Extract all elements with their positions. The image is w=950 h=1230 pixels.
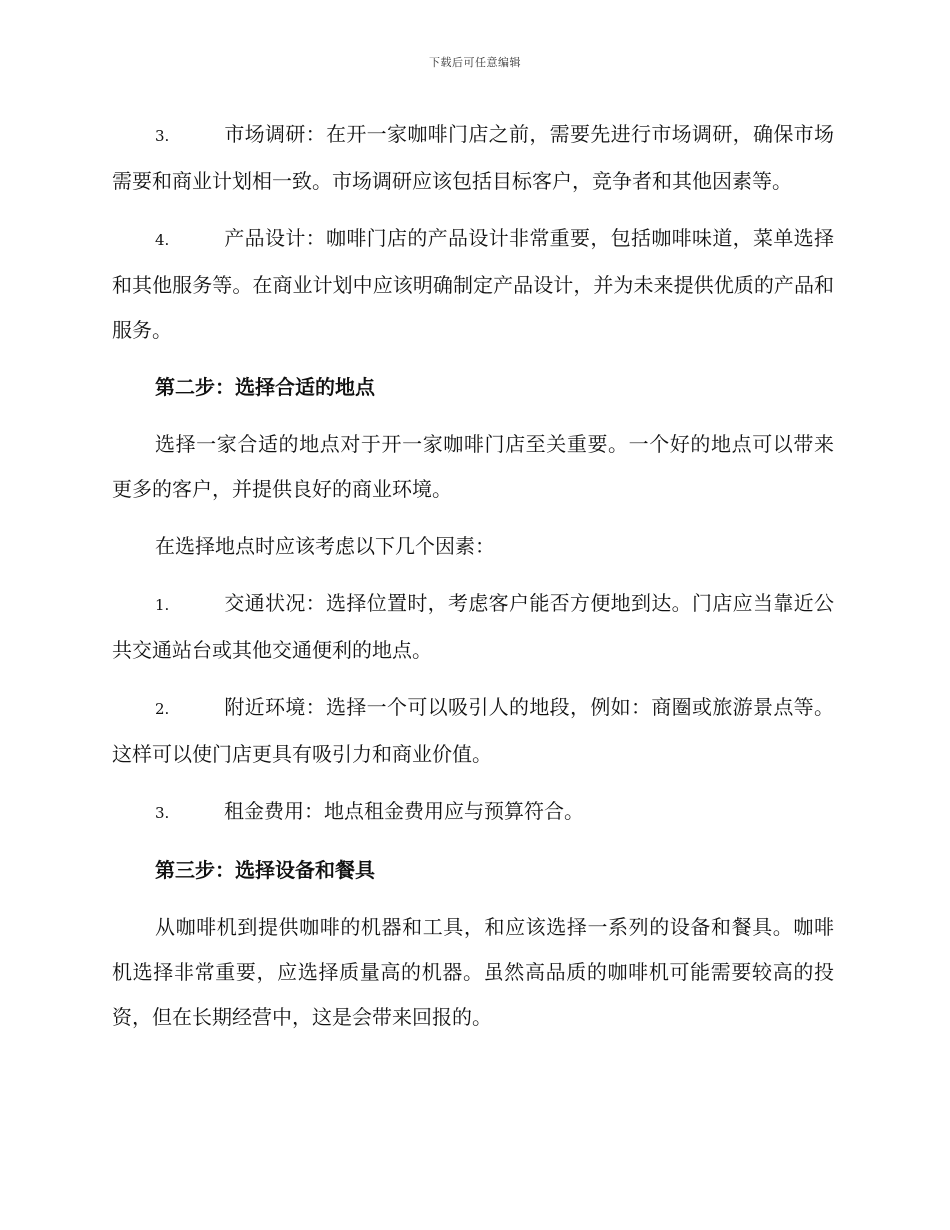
list-number: 3. — [155, 127, 170, 145]
list-item-traffic — [112, 581, 834, 673]
paragraph-factors: 在选择地点时应该考虑以下几个因素： — [155, 534, 495, 558]
list-item-rent — [112, 789, 834, 836]
list-text: 租金费用：地点租金费用应与预算符合。 — [224, 799, 584, 823]
list-number: 1. — [155, 596, 170, 614]
section-heading-step3: 第三步：选择设备和餐具 — [155, 858, 375, 882]
list-text: 市场调研：在开一家咖啡门店之前，需要先进行市场调研，确保市场需要和商业计划相一致。市场调研应该包括目标客户，竞争者和其他因素等。 — [112, 122, 834, 193]
list-text: 交通状况：选择位置时，考虑客户能否方便地到达。门店应当靠近公共交通站台或其他交通便利的地点。 — [112, 591, 834, 662]
paragraph-location: 选择一家合适的地点对于开一家咖啡门店至关重要。一个好的地点可以带来更多的客户，并提供良好的商业环境。 — [112, 432, 834, 501]
list-number: 2. — [155, 700, 170, 718]
list-text: 产品设计：咖啡门店的产品设计非常重要，包括咖啡味道，菜单选择和其他服务等。在商业计划中应该明确制定产品设计，并为未来提供优质的产品和服务。 — [112, 226, 834, 342]
list-text: 附近环境：选择一个可以吸引人的地段，例如：商圈或旅游景点等。这样可以使门店更具有吸引力和商业价值。 — [112, 695, 834, 766]
list-item-environment — [112, 685, 834, 777]
list-item-market-research — [112, 112, 834, 204]
section-heading-step2: 第二步：选择合适的地点 — [155, 375, 375, 399]
list-item-product-design — [112, 216, 834, 353]
page-header: 下载后可任意编辑 — [429, 56, 521, 69]
list-number: 3. — [155, 804, 170, 822]
document-body — [112, 112, 834, 1052]
list-number: 4. — [155, 231, 170, 249]
paragraph-equipment: 从咖啡机到提供咖啡的机器和工具，和应该选择一系列的设备和餐具。咖啡机选择非常重要，应选择质量高的机器。虽然高品质的咖啡机可能需要较高的投资，但在长期经营中，这是会带来回报的。 — [112, 915, 834, 1029]
